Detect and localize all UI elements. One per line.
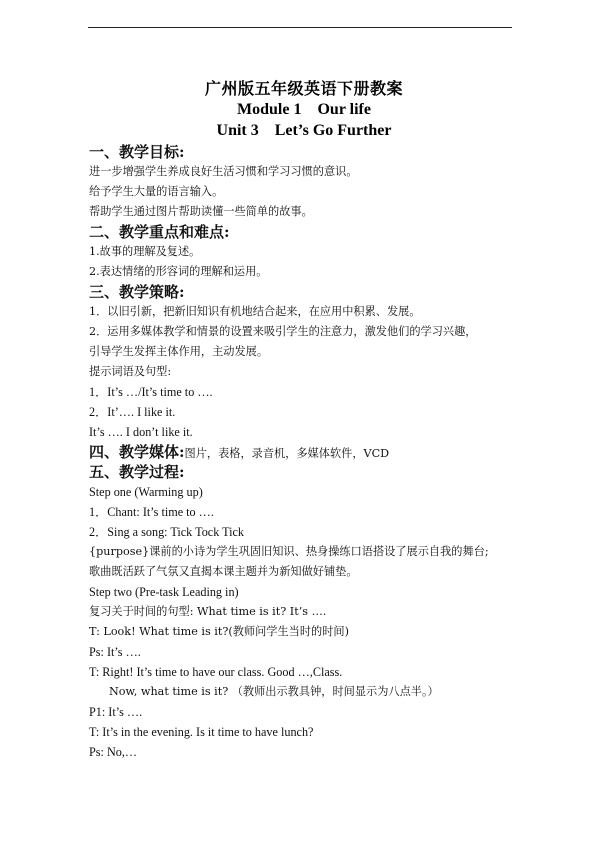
- module-title: Module 1 Our life: [237, 101, 371, 118]
- paragraph: Now, what time is it? （教师出示教具钟，时间显示为八点半。）: [109, 685, 439, 698]
- paragraph: Step one (Warming up): [89, 485, 203, 499]
- paragraph: 1.故事的理解及复述。: [89, 245, 201, 258]
- document-page: [89, 78, 519, 762]
- paragraph: 1．以旧引新，把新旧知识有机地结合起来，在应用中积累、发展。: [89, 305, 421, 318]
- paragraph: 给予学生大量的语言输入。: [89, 185, 224, 198]
- paragraph: 复习关于时间的句型: What time is it? It’s ….: [89, 605, 327, 618]
- paragraph: {purpose}课前的小诗为学生巩固旧知识、热身操练口语搭设了展示自我的舞台;: [89, 545, 489, 558]
- section-heading-goals: 一、教学目标:: [89, 143, 185, 161]
- paragraph: P1: It’s ….: [89, 705, 143, 719]
- paragraph: 2．Sing a song: Tick Tock Tick: [89, 525, 245, 539]
- paragraph: 1．Chant: It’s time to ….: [89, 505, 214, 519]
- paragraph: Step two (Pre-task Leading in): [89, 585, 239, 599]
- section-heading-process: 五、教学过程:: [89, 463, 185, 481]
- paragraph: 提示词语及句型:: [89, 365, 172, 378]
- paragraph: T: Right! It’s time to have our class. Good …,Class.: [89, 665, 343, 679]
- paragraph: 2.表达情绪的形容词的理解和运用。: [89, 265, 268, 278]
- paragraph: Ps: It’s ….: [89, 645, 141, 659]
- paragraph: 1．It’s …/It’s time to ….: [89, 385, 213, 399]
- paragraph: 2．运用多媒体教学和情景的设置来吸引学生的注意力，激发他们的学习兴趣，: [89, 325, 477, 338]
- paragraph: 2．It’…. I like it.: [89, 405, 176, 419]
- title-block: [89, 78, 519, 142]
- paragraph: 歌曲既活跃了气氛又直揭本课主题并为新知做好铺垫。: [89, 565, 358, 578]
- section-heading-strategy: 三、教学策略:: [89, 283, 185, 301]
- document-title: 广州版五年级英语下册教案: [204, 79, 403, 98]
- paragraph: T: Look! What time is it?(教师问学生当时的时间): [89, 625, 349, 638]
- unit-title: Unit 3 Let’s Go Further: [216, 122, 392, 139]
- section-heading-media: [89, 442, 519, 462]
- paragraph: Ps: No,…: [89, 745, 138, 759]
- paragraph: 进一步增强学生养成良好生活习惯和学习习惯的意识。: [89, 165, 358, 178]
- paragraph: 引导学生发挥主体作用，主动发展。: [89, 345, 269, 358]
- header-rule: [88, 27, 512, 28]
- paragraph: It’s …. I don’t like it.: [89, 425, 193, 439]
- section-heading-key-points: 二、教学重点和难点:: [89, 223, 230, 241]
- media-list: 图片，表格，录音机，多媒体软件，VCD: [184, 447, 390, 460]
- media-heading-label: 四、教学媒体:: [89, 443, 185, 461]
- paragraph: 帮助学生通过图片帮助读懂一些简单的故事。: [89, 205, 313, 218]
- paragraph: T: It’s in the evening. Is it time to have lunch?: [89, 725, 314, 739]
